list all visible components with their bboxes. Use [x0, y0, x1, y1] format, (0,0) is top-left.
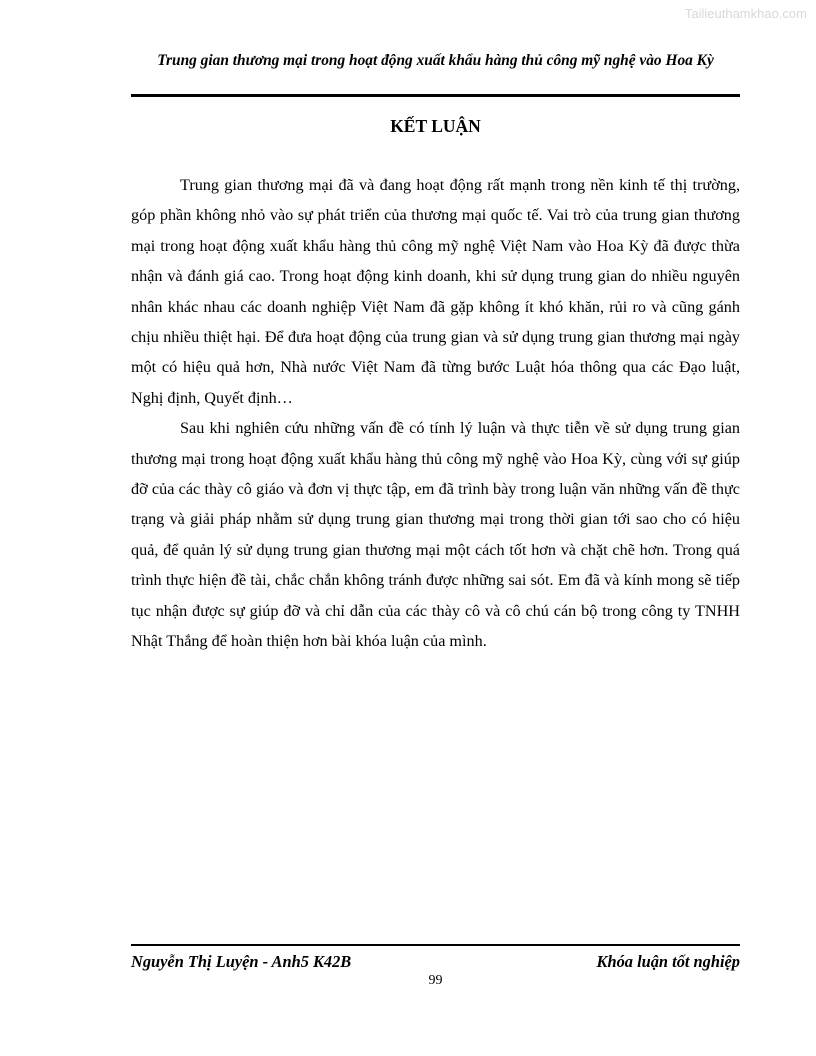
paragraph: Trung gian thương mại đã và đang hoạt động rất mạnh trong nền kinh tế thị trường, góp phần không nhỏ vào sự phát triển của thương mại quốc tế. Vai trò của trung gian thương mại trong hoạt động xuất khẩu hàng thủ công mỹ nghệ Việt Nam vào Hoa Kỳ đã được thừa nhận và đánh giá cao. Trong hoạt động kinh doanh, khi sử dụng trung gian do nhiều nguyên nhân khác nhau các doanh nghiệp Việt Nam đã gặp không ít khó khăn, rủi ro và cũng gánh chịu nhiều thiệt hại. Để đưa hoạt động của trung gian và sử dụng trung gian thương mại ngày một có hiệu quả hơn, Nhà nước Việt Nam đã từng bước Luật hóa thông qua các Đạo luật, Nghị định, Quyết định…: [131, 176, 740, 407]
header-divider: [131, 94, 740, 97]
running-header-title: Trung gian thương mại trong hoạt động xuất khẩu hàng thủ công mỹ nghệ vào Hoa Kỳ: [157, 52, 714, 69]
page-number: 99: [428, 973, 443, 988]
body-text: [131, 170, 740, 657]
footer-document-type: Khóa luận tốt nghiệp: [596, 952, 740, 971]
paragraph: Sau khi nghiên cứu những vấn đề có tính lý luận và thực tiễn về sử dụng trung gian thương mại trong hoạt động xuất khẩu hàng thủ công mỹ nghệ vào Hoa Kỳ, cùng với sự giúp đỡ của các thày cô giáo và đơn vị thực tập, em đã trình bày trong luận văn những vấn đề thực trạng và giải pháp nhằm sử dụng trung gian thương mại trong thời gian tới sao cho có hiệu quả, để quản lý sử dụng trung gian thương mại một cách tốt hơn và chặt chẽ hơn. Trong quá trình thực hiện đề tài, chắc chắn không tránh được những sai sót. Em đã và kính mong sẽ tiếp tục nhận được sự giúp đỡ và chỉ dẫn của các thày cô và cô chú cán bộ trong công ty TNHH Nhật Thắng để hoàn thiện hơn bài khóa luận của mình.: [131, 419, 740, 651]
watermark-text: Tailieuthamkhao.com: [684, 6, 807, 21]
section-title: KẾT LUẬN: [390, 116, 481, 136]
footer-author: Nguyễn Thị Luyện - Anh5 K42B: [131, 952, 352, 971]
footer-divider: [131, 944, 740, 946]
